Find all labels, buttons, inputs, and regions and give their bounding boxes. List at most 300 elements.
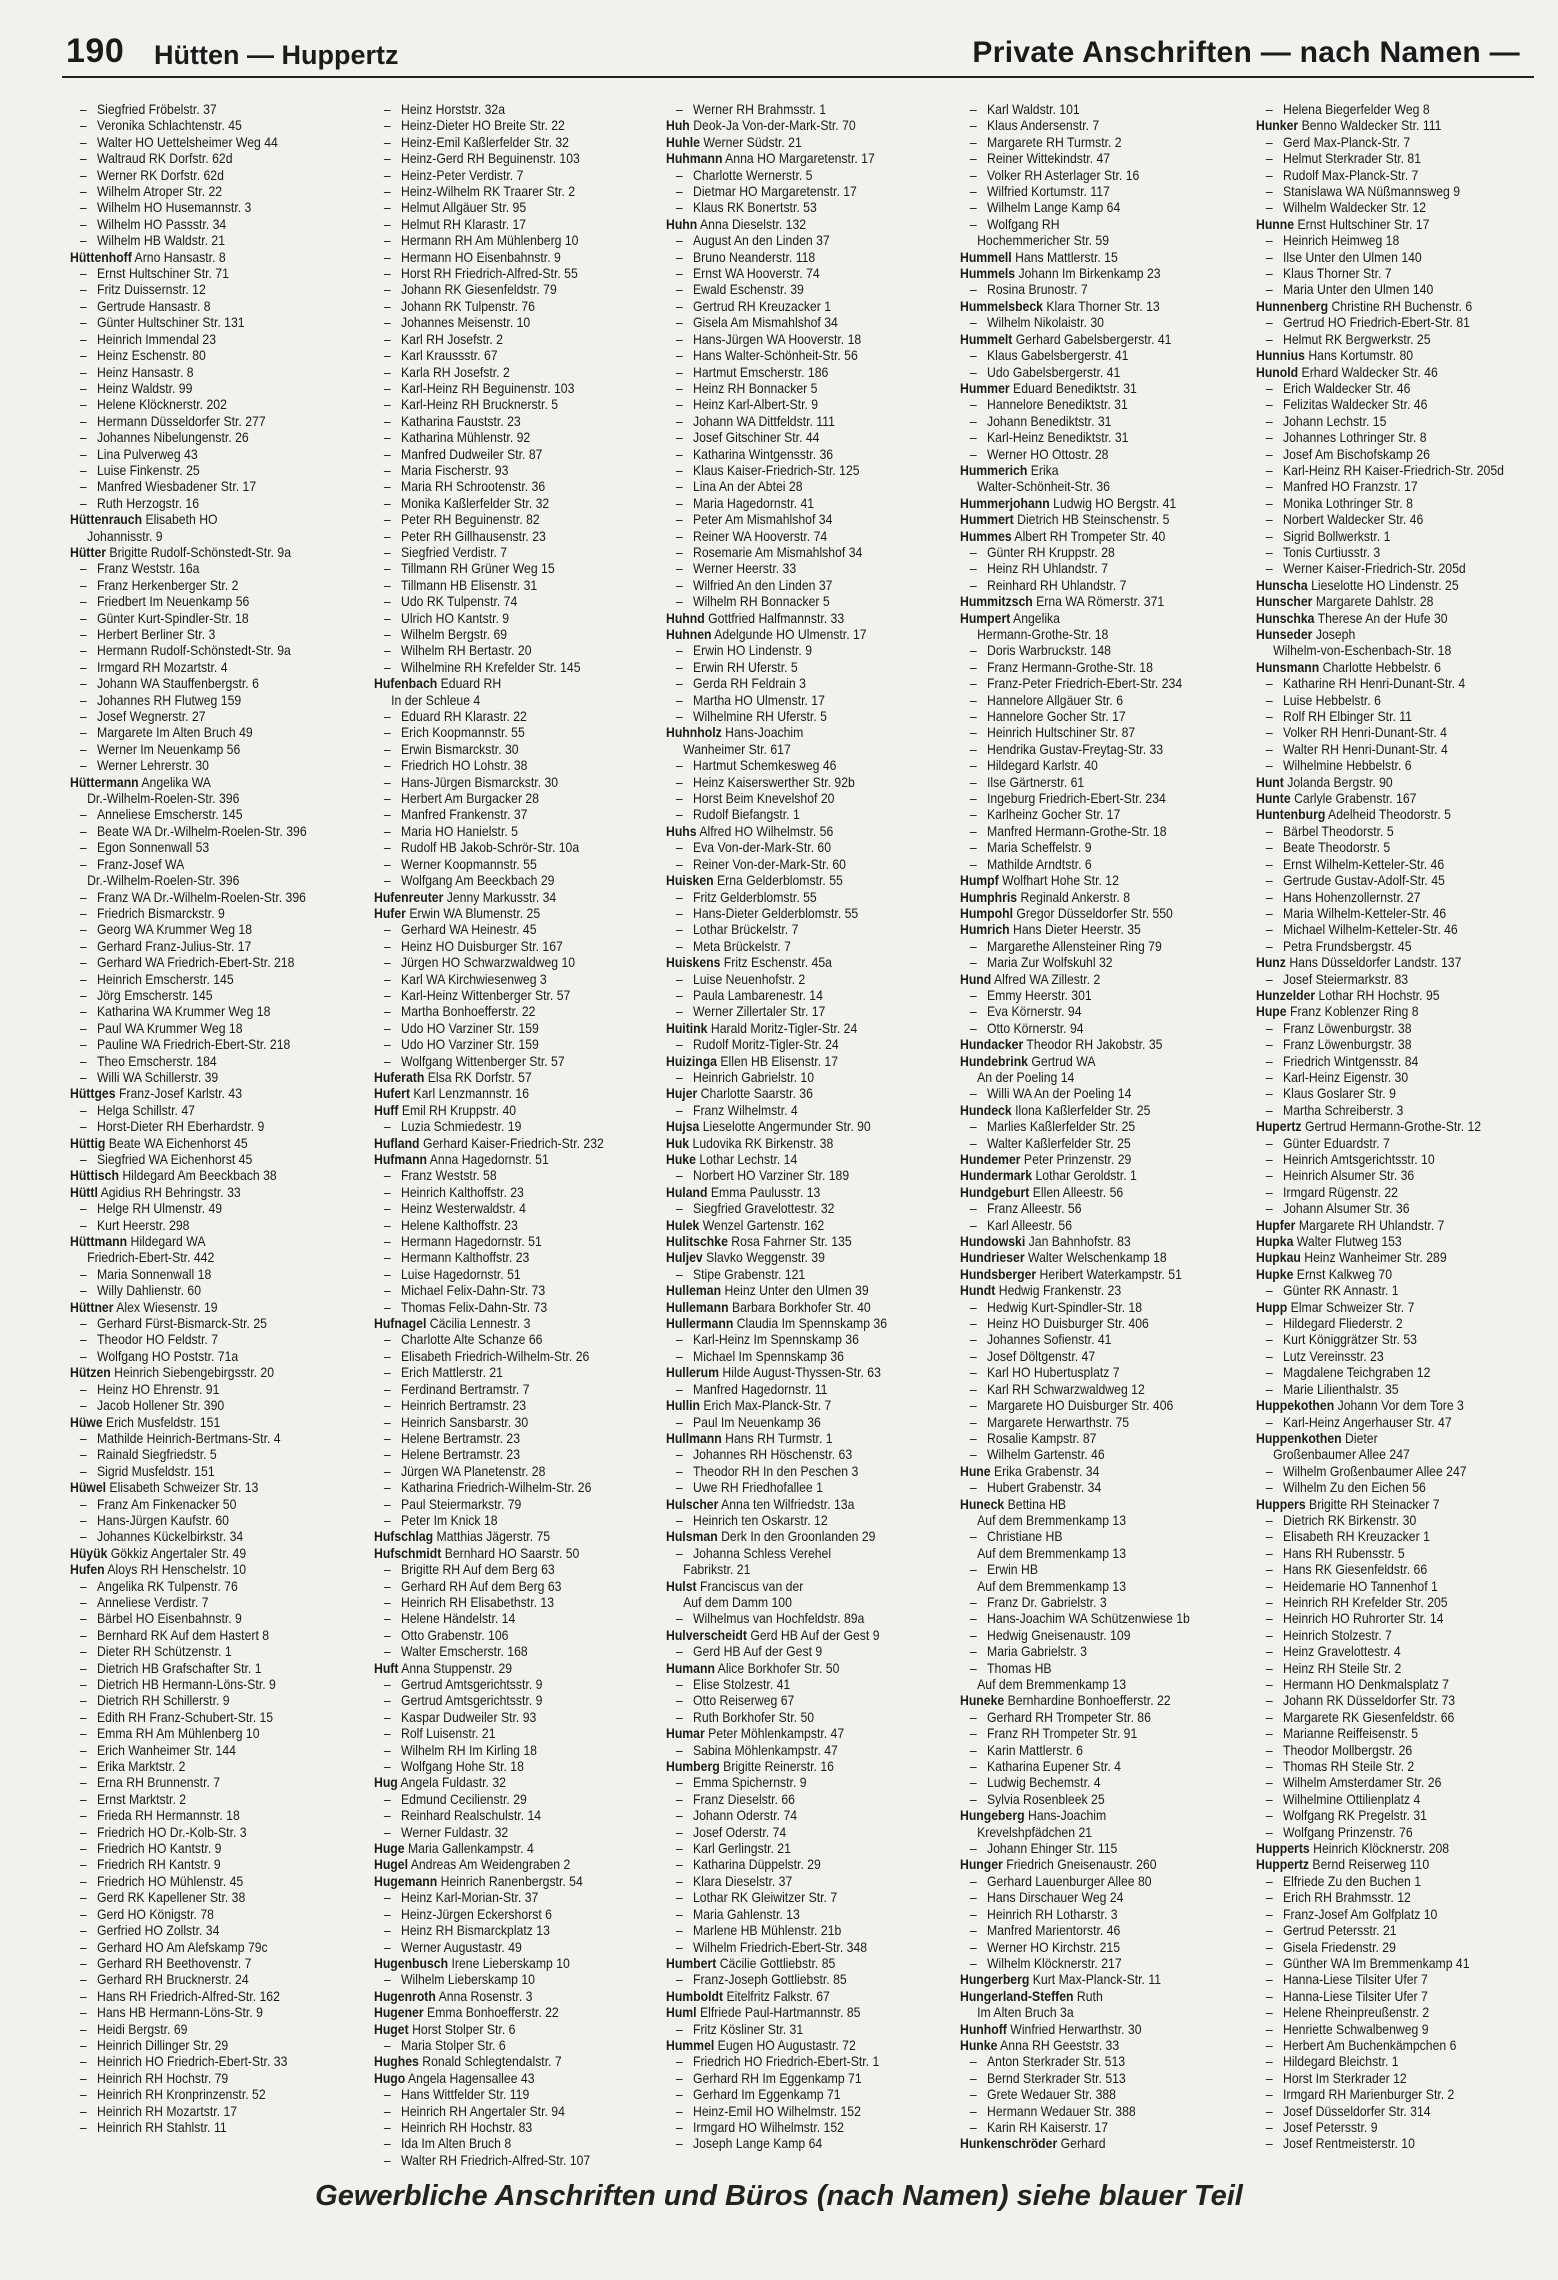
- entry-text: Slavko Weggenstr. 39: [706, 1250, 825, 1266]
- directory-entry: [70, 561, 326, 577]
- directory-entry: [666, 561, 922, 577]
- directory-entry: [374, 479, 630, 495]
- entry-text: Franz Am Finkenacker 50: [97, 1496, 237, 1512]
- directory-entry: [70, 1972, 326, 1988]
- entry-dash: –: [969, 709, 977, 725]
- entry-dash: –: [383, 1594, 391, 1610]
- directory-entry: [666, 578, 922, 594]
- entry-text: Helene Kalthoffstr. 23: [401, 1217, 518, 1233]
- directory-entry: [666, 1907, 922, 1923]
- entry-dash: –: [383, 1053, 391, 1069]
- directory-entry-surname: [960, 1152, 1216, 1168]
- entry-dash: –: [1265, 1069, 1273, 1085]
- entry-dash: –: [1265, 1644, 1273, 1660]
- entry-text: Anna RH Geeststr. 33: [1000, 2037, 1120, 2053]
- directory-entry: [666, 365, 922, 381]
- entry-dash: –: [79, 348, 87, 364]
- directory-entry: [666, 1857, 922, 1873]
- directory-entry: [1256, 1923, 1512, 1939]
- directory-entry-surname: [374, 906, 630, 922]
- entry-text: Walter Flutweg 153: [1296, 1234, 1402, 1250]
- directory-entry: [666, 643, 922, 659]
- directory-entry-surname: [374, 2005, 630, 2021]
- entry-text: Udo RK Tulpenstr. 74: [401, 594, 518, 610]
- directory-entry: [70, 365, 326, 381]
- entry-text: Josef Döltgenstr. 47: [987, 1348, 1096, 1364]
- directory-entry: [374, 1579, 630, 1595]
- entry-text: Veronika Schlachtenstr. 45: [97, 118, 242, 134]
- directory-entry: [1256, 2120, 1512, 2136]
- entry-text: Walter Welschenkamp 18: [1027, 1250, 1167, 1266]
- entry-text: Gerfried HO Zollstr. 34: [97, 1923, 220, 1939]
- directory-entry: [666, 2104, 922, 2120]
- directory-entry-continuation: [960, 627, 1216, 643]
- entry-surname: Hufschmidt: [374, 1545, 442, 1561]
- entry-surname: Huhnd: [666, 610, 705, 626]
- entry-text: Werner Koopmannstr. 55: [401, 856, 537, 872]
- entry-text: Heinrich Hultschiner Str. 87: [987, 725, 1136, 741]
- entry-text: Karl RH Josefstr. 2: [401, 331, 503, 347]
- directory-entry: [1256, 1726, 1512, 1742]
- entry-surname: Hummitzsch: [960, 594, 1033, 610]
- entry-text: Cäcilia Lennestr. 3: [429, 1316, 531, 1332]
- directory-entry: [70, 1890, 326, 1906]
- entry-dash: –: [79, 1512, 87, 1528]
- entry-dash: –: [675, 1644, 683, 1660]
- entry-text: In der Schleue 4: [391, 692, 481, 708]
- directory-entry: [666, 233, 922, 249]
- entry-text: Siegfried WA Eichenhorst 45: [97, 1152, 253, 1167]
- entry-text: Willi WA Schillerstr. 39: [97, 1069, 219, 1085]
- entry-text: Gertrud Petersstr. 21: [1283, 1923, 1397, 1939]
- entry-dash: –: [969, 184, 977, 200]
- entry-dash: –: [383, 315, 391, 331]
- directory-entry: [70, 1497, 326, 1513]
- directory-entry: [70, 1792, 326, 1808]
- entry-text: Günter Kurt-Spindler-Str. 18: [97, 610, 249, 626]
- directory-entry: [960, 1841, 1216, 1857]
- entry-text: Martha Bonhoefferstr. 22: [401, 1004, 536, 1020]
- entry-dash: –: [79, 1644, 87, 1660]
- entry-text: Tillmann HB Elisenstr. 31: [401, 577, 538, 593]
- entry-text: Gerhard HO Am Alefskamp 79c: [97, 1939, 268, 1955]
- directory-entry: [374, 873, 630, 889]
- directory-entry-surname: [960, 250, 1216, 266]
- directory-entry: [1256, 250, 1512, 266]
- directory-entry-surname: [666, 1086, 922, 1102]
- directory-entry-surname: [960, 1283, 1216, 1299]
- directory-entry: [1256, 1037, 1512, 1053]
- directory-entry-surname: [666, 611, 922, 627]
- entry-dash: –: [383, 118, 391, 134]
- entry-dash: –: [675, 1677, 683, 1692]
- entry-text: Heinz Karl-Albert-Str. 9: [693, 397, 819, 413]
- entry-dash: –: [383, 1250, 391, 1266]
- entry-dash: –: [1265, 315, 1273, 331]
- directory-entry: [960, 693, 1216, 709]
- entry-dash: –: [1265, 1037, 1273, 1053]
- entry-text: Werner RK Dorfstr. 62d: [97, 167, 224, 183]
- entry-text: Heinrich RH Mozartstr. 17: [97, 2103, 238, 2119]
- entry-text: Hermann Hagedornstr. 51: [401, 1234, 542, 1250]
- entry-dash: –: [79, 1496, 87, 1512]
- entry-text: Anna Rosenstr. 3: [438, 1988, 533, 2004]
- directory-entry: [1256, 1415, 1512, 1431]
- entry-text: Gökkiz Angertaler Str. 49: [110, 1545, 247, 1561]
- entry-dash: –: [1265, 1201, 1273, 1217]
- entry-dash: –: [969, 1217, 977, 1233]
- entry-text: Wilhelm Großenbaumer Allee 247: [1283, 1463, 1467, 1479]
- entry-text: Erich Waldecker Str. 46: [1283, 380, 1411, 396]
- entry-dash: –: [675, 758, 683, 774]
- directory-entry-surname: [666, 135, 922, 151]
- entry-dash: –: [1265, 2005, 1273, 2021]
- directory-entry: [70, 922, 326, 938]
- directory-entry-surname: [70, 1168, 326, 1184]
- directory-entry-continuation: [1256, 643, 1512, 659]
- directory-entry: [960, 1332, 1216, 1348]
- entry-dash: –: [675, 1414, 683, 1430]
- directory-entry: [374, 200, 630, 216]
- directory-entry: [70, 1808, 326, 1824]
- entry-dash: –: [1265, 1102, 1273, 1118]
- entry-text: Johann RK Tulpenstr. 76: [401, 298, 535, 314]
- directory-entry-surname: [960, 1185, 1216, 1201]
- entry-surname: Huhn: [666, 216, 698, 232]
- entry-text: Felizitas Waldecker Str. 46: [1283, 397, 1428, 413]
- directory-entry: [960, 742, 1216, 758]
- entry-surname: Hundsberger: [960, 1266, 1037, 1282]
- entry-dash: –: [675, 2136, 683, 2152]
- entry-dash: –: [1265, 479, 1273, 495]
- entry-text: Hans RH Friedrich-Alfred-Str. 162: [97, 1988, 280, 2004]
- entry-text: Margarete RH Turmstr. 2: [987, 134, 1122, 150]
- directory-entry: [374, 463, 630, 479]
- directory-entry: [374, 1267, 630, 1283]
- entry-text: Helene Klöcknerstr. 202: [97, 397, 227, 413]
- directory-entry: [960, 1218, 1216, 1234]
- directory-entry: [70, 1218, 326, 1234]
- entry-dash: –: [969, 1135, 977, 1151]
- directory-entry-surname: [1256, 118, 1512, 134]
- entry-surname: Hungeberg: [960, 1808, 1025, 1824]
- entry-dash: –: [79, 2037, 87, 2053]
- directory-entry: [666, 2136, 922, 2152]
- entry-text: Auf dem Bremmenkamp 13: [977, 1677, 1127, 1692]
- entry-dash: –: [969, 1020, 977, 1036]
- directory-entry: [70, 1989, 326, 2005]
- entry-dash: –: [383, 216, 391, 232]
- entry-text: Dieter RH Schützenstr. 1: [97, 1644, 232, 1660]
- entry-text: Ewald Eschenstr. 39: [693, 282, 804, 298]
- entry-text: Karin RH Kaiserstr. 17: [987, 2119, 1109, 2135]
- entry-dash: –: [1265, 1660, 1273, 1676]
- directory-entry: [70, 1431, 326, 1447]
- entry-text: Friedrich-Ebert-Str. 442: [87, 1250, 215, 1266]
- entry-dash: –: [383, 1217, 391, 1233]
- page-header: [62, 28, 1534, 78]
- entry-text: Sylvia Rosenbleek 25: [987, 1791, 1105, 1807]
- entry-dash: –: [969, 1709, 977, 1725]
- entry-text: Johann Oderstr. 74: [693, 1808, 798, 1824]
- directory-entry: [1256, 1152, 1512, 1168]
- directory-entry: [1256, 512, 1512, 528]
- directory-entry-surname: [70, 1562, 326, 1578]
- entry-surname: Hunzelder: [1256, 987, 1316, 1003]
- entry-surname: Huljev: [666, 1250, 703, 1266]
- directory-entry: [374, 1759, 630, 1775]
- directory-entry: [960, 578, 1216, 594]
- entry-dash: –: [675, 1808, 683, 1824]
- entry-dash: –: [79, 2070, 87, 2086]
- directory-entry: [666, 381, 922, 397]
- directory-entry-continuation: [666, 1562, 922, 1578]
- entry-surname: Hundrieser: [960, 1250, 1025, 1266]
- entry-text: Monika Kaßlerfelder Str. 32: [401, 495, 550, 511]
- entry-text: Uwe RH Friedhofallee 1: [693, 1480, 823, 1496]
- entry-dash: –: [79, 1447, 87, 1463]
- entry-text: Heinz HO Duisburger Str. 167: [401, 938, 563, 954]
- entry-text: Rudolf Biefangstr. 1: [693, 807, 800, 823]
- entry-text: Johann Im Birkenkamp 23: [1018, 266, 1161, 282]
- entry-dash: –: [675, 1693, 683, 1709]
- entry-text: Erich Mattlerstr. 21: [401, 1365, 503, 1381]
- entry-text: Franz Dr. Gabrielstr. 3: [987, 1594, 1107, 1610]
- entry-dash: –: [969, 1381, 977, 1397]
- entry-dash: –: [969, 446, 977, 462]
- entry-dash: –: [1265, 2103, 1273, 2119]
- entry-dash: –: [969, 2087, 977, 2103]
- entry-text: Hermann Wedauer Str. 388: [987, 2103, 1136, 2119]
- entry-text: Udo HO Varziner Str. 159: [401, 1020, 539, 1036]
- entry-text: Dietrich HB Hermann-Löns-Str. 9: [97, 1677, 276, 1692]
- entry-dash: –: [383, 348, 391, 364]
- entry-dash: –: [1265, 1791, 1273, 1807]
- entry-surname: Hupperts: [1256, 1841, 1310, 1857]
- entry-text: Lothar RK Gleiwitzer Str. 7: [693, 1890, 838, 1906]
- directory-entry-surname: [1256, 955, 1512, 971]
- entry-dash: –: [675, 987, 683, 1003]
- directory-entry: [960, 1874, 1216, 1890]
- entry-text: Heinrich Immendal 23: [97, 331, 217, 347]
- entry-dash: –: [79, 1283, 87, 1299]
- entry-text: Paul Im Neuenkamp 36: [693, 1414, 821, 1430]
- entry-text: Martha Schreiberstr. 3: [1283, 1102, 1404, 1118]
- directory-entry: [960, 807, 1216, 823]
- directory-entry: [374, 217, 630, 233]
- directory-entry: [70, 1021, 326, 1037]
- entry-dash: –: [383, 1791, 391, 1807]
- entry-text: Christine RH Buchenstr. 6: [1331, 298, 1473, 314]
- directory-entry-surname: [1256, 365, 1512, 381]
- entry-dash: –: [79, 430, 87, 446]
- entry-dash: –: [969, 1529, 977, 1545]
- directory-entry: [70, 2038, 326, 2054]
- entry-text: Walter RH Friedrich-Alfred-Str. 107: [401, 2152, 591, 2168]
- entry-text: Ferdinand Bertramstr. 7: [401, 1381, 530, 1397]
- directory-entry-surname: [666, 1021, 922, 1037]
- entry-dash: –: [1265, 1529, 1273, 1545]
- directory-entry: [374, 972, 630, 988]
- entry-dash: –: [675, 2103, 683, 2119]
- directory-entry: [1256, 1989, 1512, 2005]
- entry-text: Heinz-Jürgen Eckershorst 6: [401, 1906, 552, 1922]
- directory-entry-surname: [666, 151, 922, 167]
- entry-surname: Humberg: [666, 1759, 720, 1775]
- entry-text: Irmgard HO Wilhelmstr. 152: [693, 2119, 844, 2135]
- entry-dash: –: [383, 102, 391, 117]
- entry-text: Elmar Schweizer Str. 7: [1290, 1299, 1415, 1315]
- directory-entry: [960, 1890, 1216, 1906]
- entry-text: Irmgard RH Mozartstr. 4: [97, 659, 228, 675]
- entry-text: Arno Hansastr. 8: [134, 249, 226, 265]
- entry-dash: –: [1265, 1759, 1273, 1775]
- entry-text: Theodor RH In den Peschen 3: [693, 1463, 859, 1479]
- entry-dash: –: [675, 1791, 683, 1807]
- directory-entry: [1256, 2136, 1512, 2152]
- entry-surname: Hullermann: [666, 1316, 734, 1332]
- entry-dash: –: [969, 1480, 977, 1496]
- entry-dash: –: [675, 659, 683, 675]
- entry-dash: –: [1265, 856, 1273, 872]
- entry-text: Johannes RH Flutweg 159: [97, 692, 242, 708]
- directory-entry: [70, 463, 326, 479]
- directory-entry: [70, 217, 326, 233]
- directory-entry: [1256, 1201, 1512, 1217]
- entry-text: Sigrid Musfeldstr. 151: [97, 1463, 215, 1479]
- entry-text: Anneliese Verdistr. 7: [97, 1594, 209, 1610]
- entry-text: Hildegard Bleichstr. 1: [1283, 2054, 1399, 2070]
- entry-text: Marlene HB Mühlenstr. 21b: [693, 1923, 842, 1939]
- directory-entry: [666, 2022, 922, 2038]
- entry-dash: –: [969, 102, 977, 117]
- entry-text: Irene Lieberskamp 10: [451, 1955, 570, 1971]
- entry-text: Karlheinz Gocher Str. 17: [987, 807, 1121, 823]
- entry-dash: –: [1265, 1742, 1273, 1758]
- entry-text: Ruth Herzogstr. 16: [97, 495, 200, 511]
- entry-dash: –: [383, 397, 391, 413]
- directory-entry-surname: [960, 873, 1216, 889]
- entry-dash: –: [383, 1939, 391, 1955]
- entry-dash: –: [383, 1020, 391, 1036]
- entry-text: Heinz-Gerd RH Beguinenstr. 103: [401, 151, 580, 167]
- entry-dash: –: [383, 200, 391, 216]
- entry-text: Franz Weststr. 58: [401, 1168, 497, 1184]
- entry-text: Udo HO Varziner Str. 159: [401, 1037, 539, 1053]
- directory-entry: [1256, 1661, 1512, 1677]
- directory-entry: [70, 1710, 326, 1726]
- entry-text: Maria Unter den Ulmen 140: [1283, 282, 1434, 298]
- entry-text: Brigitte Rudolf-Schönstedt-Str. 9a: [109, 544, 292, 560]
- entry-surname: Hummerjohann: [960, 495, 1050, 511]
- directory-entry: [960, 1775, 1216, 1791]
- entry-text: Wolfgang Am Beeckbach 29: [401, 873, 555, 889]
- directory-entry: [70, 1382, 326, 1398]
- entry-text: Angela Hagensallee 43: [407, 2070, 535, 2086]
- directory-entry-surname: [960, 381, 1216, 397]
- entry-text: Johannes Sofienstr. 41: [987, 1332, 1112, 1348]
- entry-dash: –: [79, 1759, 87, 1775]
- entry-dash: –: [1265, 1578, 1273, 1594]
- entry-text: Ronald Schlegtendalstr. 7: [422, 2054, 562, 2070]
- entry-text: Wolfgang RH: [987, 216, 1060, 232]
- entry-text: Heinrich HO Friedrich-Ebert-Str. 33: [97, 2054, 288, 2070]
- entry-dash: –: [1265, 331, 1273, 347]
- directory-entry: [374, 1480, 630, 1496]
- entry-surname: Hunseder: [1256, 627, 1313, 642]
- directory-entry: [70, 1267, 326, 1283]
- entry-surname: Hupertz: [1256, 1119, 1302, 1135]
- entry-text: Ernst Marktstr. 2: [97, 1791, 187, 1807]
- directory-entry: [666, 2054, 922, 2070]
- entry-text: Bruno Neanderstr. 118: [693, 249, 816, 265]
- entry-dash: –: [675, 446, 683, 462]
- entry-text: Johann WA Dittfeldstr. 111: [693, 413, 835, 429]
- entry-dash: –: [79, 1955, 87, 1971]
- entry-text: Deok-Ja Von-der-Mark-Str. 70: [693, 118, 856, 134]
- entry-text: Karl-Heinz Wittenberger Str. 57: [401, 987, 571, 1003]
- entry-dash: –: [79, 1873, 87, 1889]
- entry-dash: –: [1265, 282, 1273, 298]
- entry-dash: –: [383, 331, 391, 347]
- entry-surname: Hüttig: [70, 1135, 106, 1151]
- directory-entry: [960, 824, 1216, 840]
- entry-dash: –: [383, 1742, 391, 1758]
- entry-dash: –: [383, 807, 391, 823]
- entry-text: Eduard RH: [440, 676, 502, 692]
- directory-entry: [374, 1250, 630, 1266]
- entry-text: Wilhelm HO Husemannstr. 3: [97, 200, 252, 216]
- entry-dash: –: [675, 1857, 683, 1873]
- directory-entry: [1256, 1480, 1512, 1496]
- directory-entry: [1256, 840, 1512, 856]
- entry-surname: Hufschlag: [374, 1529, 434, 1545]
- entry-text: Helene Bertramstr. 23: [401, 1430, 521, 1446]
- entry-surname: Hunscher: [1256, 594, 1313, 610]
- entry-text: Josef Petersstr. 9: [1283, 2119, 1378, 2135]
- directory-entry: [70, 594, 326, 610]
- entry-dash: –: [1265, 1562, 1273, 1578]
- entry-text: Horst RH Friedrich-Alfred-Str. 55: [401, 266, 578, 282]
- entry-text: Bärbel Theodorstr. 5: [1283, 823, 1394, 839]
- entry-text: Lothar RH Hochstr. 95: [1318, 987, 1440, 1003]
- entry-text: Karl-Heinz RH Brucknerstr. 5: [401, 397, 559, 413]
- entry-text: Wilhelm RH Im Kirling 18: [401, 1742, 537, 1758]
- directory-entry: [666, 1546, 922, 1562]
- directory-entry: [960, 1743, 1216, 1759]
- entry-surname: Humrich: [960, 922, 1010, 938]
- entry-text: Ellen Alleestr. 56: [1032, 1184, 1124, 1200]
- directory-entry: [374, 529, 630, 545]
- entry-dash: –: [969, 725, 977, 741]
- entry-text: Elsa RK Dorfstr. 57: [427, 1069, 532, 1085]
- entry-dash: –: [79, 725, 87, 741]
- entry-text: Johannisstr. 9: [87, 528, 163, 544]
- entry-dash: –: [383, 446, 391, 462]
- entry-dash: –: [79, 905, 87, 921]
- entry-surname: Humpohl: [960, 905, 1014, 921]
- entry-text: Wilhelm Nikolaistr. 30: [987, 315, 1104, 331]
- directory-entry-surname: [666, 1054, 922, 1070]
- directory-entry: [666, 414, 922, 430]
- directory-entry: [70, 742, 326, 758]
- directory-entry-surname: [374, 1989, 630, 2005]
- entry-dash: –: [675, 1004, 683, 1020]
- directory-entry-surname: [666, 1300, 922, 1316]
- entry-dash: –: [969, 1201, 977, 1217]
- entry-text: Jan Bahnhofstr. 83: [1028, 1234, 1131, 1250]
- entry-text: Otto Grabenstr. 106: [401, 1627, 509, 1643]
